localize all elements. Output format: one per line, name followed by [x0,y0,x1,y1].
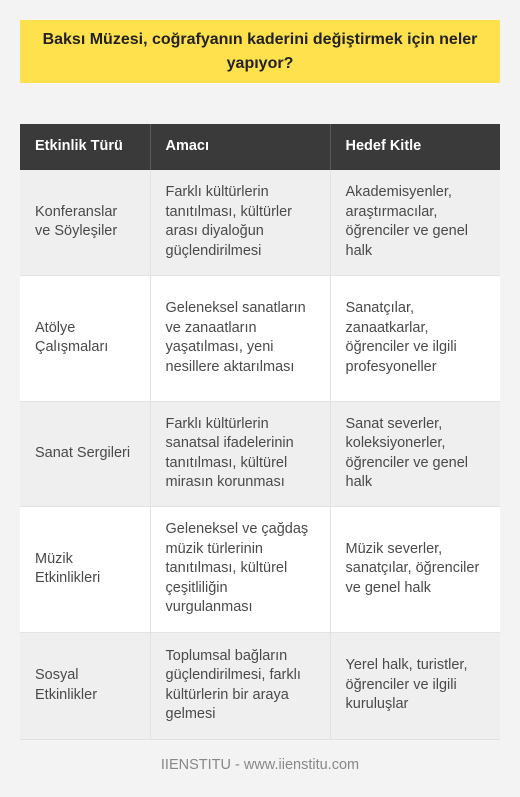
column-header-purpose: Amacı [150,124,330,170]
column-header-target-audience: Hedef Kitle [330,124,500,170]
activity-type-cell: Sanat Sergileri [20,401,150,506]
table-row [20,506,500,632]
table-row [20,632,500,739]
purpose-cell: Geleneksel sanatların ve zanaatların yaşatılması, yeni nesillere aktarılması [150,275,330,401]
title-banner [20,20,500,83]
activity-type-cell: Atölye Çalışmaları [20,275,150,401]
purpose-cell: Geleneksel ve çağdaş müzik türlerinin tanıtılması, kültürel çeşitliliğin vurgulanması [150,506,330,632]
purpose-cell: Farklı kültürlerin sanatsal ifadelerinin tanıtılması, kültürel mirasın korunması [150,401,330,506]
table-header-row [20,124,500,170]
table-row [20,275,500,401]
purpose-cell: Toplumsal bağların güçlendirilmesi, farklı kültürlerin bir araya gelmesi [150,632,330,739]
target-audience-cell: Müzik severler, sanatçılar, öğrenciler ve genel halk [330,506,500,632]
footer-source: IIENSTITU - www.iienstitu.com [160,757,360,773]
purpose-cell: Farklı kültürlerin tanıtılması, kültürler arası diyaloğun güçlendirilmesi [150,170,330,275]
page-title: Baksı Müzesi, coğrafyanın kaderini değiştirmek için neler yapıyor? [42,30,478,72]
activity-type-cell: Konferanslar ve Söyleşiler [20,170,150,275]
activities-table [20,124,500,740]
target-audience-cell: Akademisyenler, araştırmacılar, öğrenciler ve genel halk [330,170,500,275]
target-audience-cell: Yerel halk, turistler, öğrenciler ve ilgili kuruluşlar [330,632,500,739]
target-audience-cell: Sanat severler, koleksiyonerler, öğrenciler ve genel halk [330,401,500,506]
table-row [20,170,500,275]
target-audience-cell: Sanatçılar, zanaatkarlar, öğrenciler ve ilgili profesyoneller [330,275,500,401]
table-row [20,401,500,506]
column-header-activity-type: Etkinlik Türü [20,124,150,170]
activity-type-cell: Sosyal Etkinlikler [20,632,150,739]
activity-type-cell: Müzik Etkinlikleri [20,506,150,632]
